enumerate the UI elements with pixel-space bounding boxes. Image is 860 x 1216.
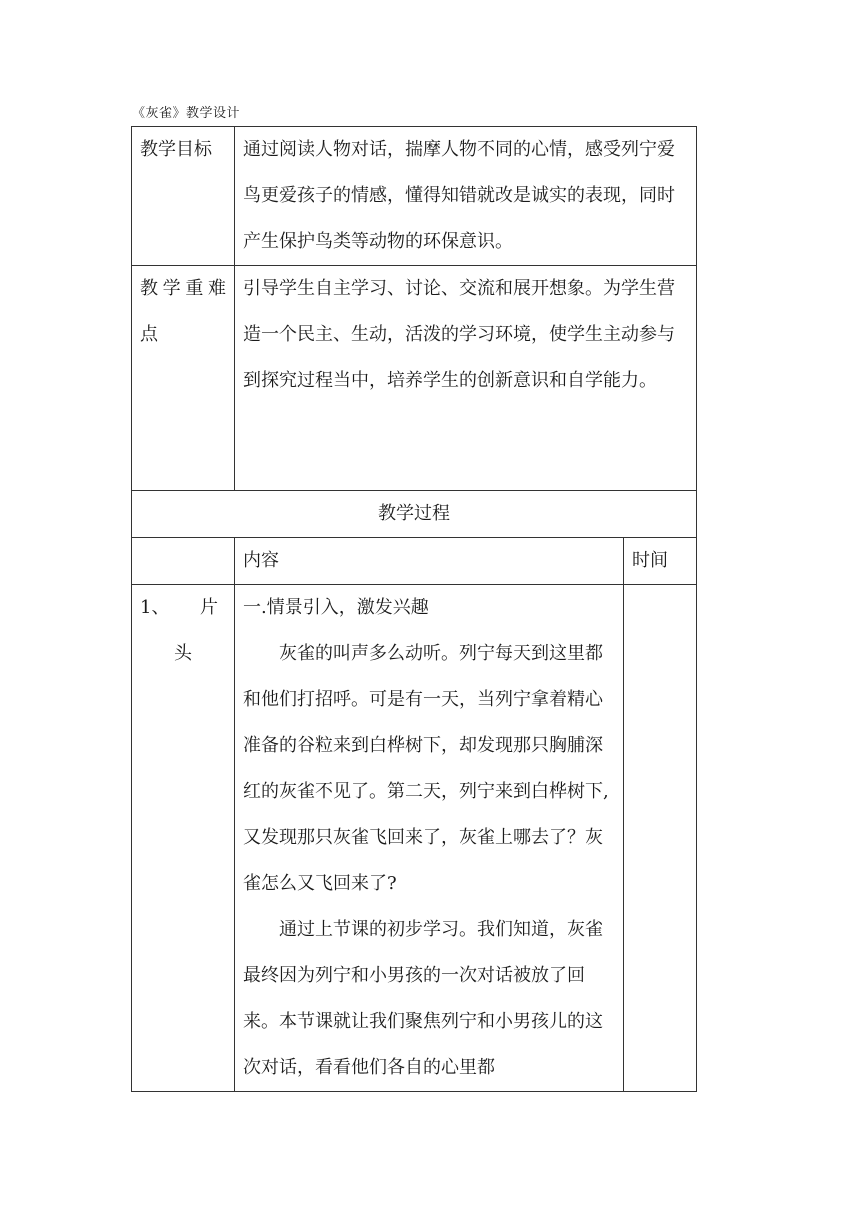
lesson-plan-table bbox=[131, 126, 697, 1092]
goal-text: 通过阅读人物对话，揣摩人物不同的心情，感受列宁爱鸟更爱孩子的情感，懂得知错就改是诚实的表现，同时产生保护鸟类等动物的环保意识。 bbox=[235, 127, 697, 266]
column-header-blank bbox=[132, 538, 235, 585]
process-header: 教学过程 bbox=[132, 491, 697, 538]
section-1-number: 1、 bbox=[140, 597, 170, 618]
column-header-content: 内容 bbox=[235, 538, 624, 585]
section-1-content bbox=[235, 585, 624, 1092]
key-points-row bbox=[132, 266, 697, 491]
section-1-label-char2: 头 bbox=[174, 643, 192, 664]
column-header-time: 时间 bbox=[624, 538, 697, 585]
process-header-row bbox=[132, 491, 697, 538]
section-1-paragraph-1: 灰雀的叫声多么动听。列宁每天到这里都和他们打招呼。可是有一天，当列宁拿着精心准备的谷粒来到白桦树下，却发现那只胸脯深红的灰雀不见了。第二天，列宁来到白桦树下,又发现那只灰雀飞回来了，灰雀上哪去了？灰雀怎么又飞回来了? bbox=[243, 643, 609, 894]
section-1-label bbox=[132, 585, 235, 1092]
section-1-time bbox=[624, 585, 697, 1092]
section-1-row bbox=[132, 585, 697, 1092]
column-header-row bbox=[132, 538, 697, 585]
section-1-label-line1 bbox=[140, 585, 226, 631]
goal-label: 教学目标 bbox=[132, 127, 235, 266]
section-1-heading: 一.情景引入，激发兴趣 bbox=[243, 597, 429, 618]
goal-row bbox=[132, 127, 697, 266]
section-1-paragraph-2: 通过上节课的初步学习。我们知道，灰雀最终因为列宁和小男孩的一次对话被放了回来。本节课就让我们聚焦列宁和小男孩儿的这次对话，看看他们各自的心里都 bbox=[243, 919, 603, 1078]
key-points-label: 教学重难点 bbox=[132, 266, 235, 491]
key-points-text: 引导学生自主学习、讨论、交流和展开想象。为学生营造一个民主、生动，活泼的学习环境，使学生主动参与到探究过程当中，培养学生的创新意识和自学能力。 bbox=[235, 266, 697, 491]
section-1-label-char1: 片 bbox=[200, 597, 218, 618]
document-title: 《灰雀》教学设计 bbox=[132, 106, 241, 121]
